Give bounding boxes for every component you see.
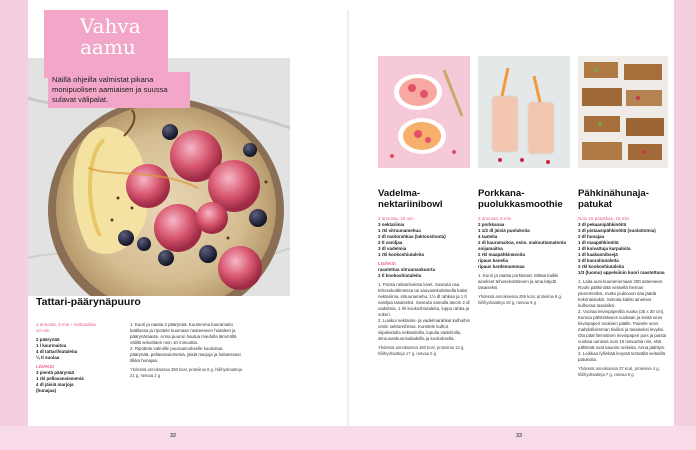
ingredient: 1 rkl pellavansiemeniä	[36, 376, 84, 381]
bars-photo	[578, 56, 668, 168]
ingredient: 3 dl kaurahiutaleita	[578, 258, 619, 263]
nutrition-info: Yhdessä annoksessa 390 kcal, proteiinia 6 g, hiilihydraatteja 21 g, rasvaa 2 g	[130, 367, 242, 378]
ingredient: 3 pientä päärynää	[36, 370, 75, 375]
title-line: patukat	[578, 199, 613, 210]
ingredient: 1 rkl sitruunamehua	[378, 228, 421, 233]
title-line: Vadelma-	[378, 188, 421, 199]
recipe-step: 3. Leikkaa fyllinkää levystä terävällä veitsellä patukoita.	[578, 351, 665, 362]
page-number-right: 33	[516, 433, 523, 439]
ingredient: raastettua sitruunankuorta	[378, 267, 436, 272]
section-title-line-2: aamu	[80, 35, 136, 59]
recipe-step: 1. Poista nektariineista kivet. Soseuta osa tehosekoittimessa tai sauvasekoittimella kaksi nektariinia, sitruunamehu, 1½ dl rahkaa ja 1 tl vaniljaa tasaiseksi. Soseuta samalla tavoin 2 dl vadelmia, 1 rkl kookoshiutaleita, loppu rahka ja sokeri.	[378, 282, 470, 317]
recipe-step: 1. Kuori ja raasta 2 päärynää. Kuumenna kauramaito kattilassa ja ripottele kuumaan nesteeseen hiutaleet ja päärynäraaste. Anna puuron hautua miedolla lämmöllä välillä sekoittaen noin 10 minuuttia.	[130, 322, 237, 345]
smoothie-photo	[478, 56, 570, 168]
recipe-step: 2. Lusikoi nektariini- ja vadelmarahkat kulhoihin omiin sektoreihinsa. Koristele kulhot viipaloidulla nektariinilla, loputla vadelmilla, sitruunankuorisuikaleilla ja kookoksella.	[378, 318, 471, 341]
ingredient: 2 tl kookoshiutaleita	[378, 273, 422, 278]
recipe-title-bars	[578, 188, 649, 210]
recipe-title-smoothie	[478, 188, 563, 210]
ingredient: 2 dl kauramaitoa, esim. maksuttamatonta soijamaitoa	[478, 240, 567, 251]
ingredient: 3 dl pekaanipähkinöitä	[578, 222, 627, 227]
ingredient: 4 dl tattarihiutaleita	[36, 349, 78, 354]
ingredient: (hunajaa)	[36, 388, 57, 393]
ingredient: 1/3 (luomu) appelsiinin kuori raastettuna	[578, 270, 665, 275]
recipe-step: 1. Laita uuni kuumenemaan 200 asteeseen. Rouhi pähkinöitä veitsellä hieman pienemmiksi, mutta jouklooon saa jäädä kokonaisiakin. Sekoita kaikki ainekset kulhossa tasaisiksi.	[578, 279, 664, 308]
section-title-block	[44, 10, 168, 78]
title-line: Pähkinähunaja-	[578, 188, 649, 199]
extras-label: LISÄKSI	[378, 261, 396, 266]
ingredient: 2 päärynää	[36, 337, 60, 342]
nut-bars-illustration	[578, 56, 668, 168]
page-number-left: 32	[170, 433, 177, 439]
recipe-step: 2. Ripottele valmiille puuroannokselle kuutioitua päärynää, pellavansiemeniä, jäisiä marjoja ja halutessasi tilkka hunajaa.	[130, 346, 241, 363]
ingredient: 2 dl hunajaa	[578, 234, 605, 239]
ingredient: 2 dl maitorahkaa (laktoositonta)	[378, 234, 446, 239]
bowl-illustration	[378, 56, 470, 168]
bowl-recipe-body	[378, 216, 470, 356]
ingredient: ripaus kardemummaa	[478, 264, 525, 269]
smoothie-illustration	[478, 56, 570, 168]
ingredient: 2 porkkanaa	[478, 222, 505, 227]
ingredient: 1 rkl kookoshiutaleita	[378, 252, 425, 257]
title-line: Porkkana-	[478, 188, 525, 199]
ingredient: 3 nektariinia	[378, 222, 405, 227]
title-line: puolukkasmoothie	[478, 199, 563, 210]
nutrition-info: Yhdessä annoksessa 259 kcal, proteiinia 8 g, hiilihydraatteja 18 g, rasvaa 9 g	[478, 294, 563, 305]
nutrition-info: Yhdessä annoksessa 180 kcal, proteiinia 13 g, hiilihydraatteja 17 g, rasvaa 5 g	[378, 345, 465, 356]
ingredient: 1 l kaurmaitoa	[36, 343, 67, 348]
recipe-meta: 2 annosta, 5 min	[478, 216, 512, 221]
ingredient: 2 tl vaniljaa	[378, 240, 403, 245]
recipe-meta: 4 annosta, 5 min + keittoaikaa 10 min	[36, 322, 96, 333]
ingredient: 2 rkl maapähkinävoita	[478, 252, 526, 257]
book-spine	[347, 10, 349, 426]
ingredient: 4 dl jäisiä marjoja	[36, 382, 74, 387]
ingredient: 1 dl kuivattuja karpaloita	[578, 246, 631, 251]
recipe-step: 1. Kuori ja raasta porkkanat. Mittaa kaikki ainekset tehosekoittimeen ja ama käydä tasaiseksi.	[478, 273, 559, 290]
ingredient: ¼ tl suolaa	[36, 355, 60, 360]
page-edge-left	[0, 0, 28, 450]
recipe-meta: Noin 16 patukkaa, 15 min	[578, 216, 630, 221]
ingredient: 1 1/2 dl jäisiä puolukoita	[478, 228, 530, 233]
ingredient: 1 dl kaakaonibsejä	[578, 252, 618, 257]
nutrition-info: Yhdessä annoksessa 37 kcal, proteiinia 4 g, hiilihydraatteja 7 g, rasvaa 9 g	[578, 366, 660, 377]
bars-recipe-body	[578, 216, 668, 377]
ingredient: 3 dl vadelmia	[378, 246, 407, 251]
ingredient: ripaus kanelia	[478, 258, 509, 263]
porridge-instructions	[130, 322, 242, 378]
ingredient: 4 taatelia	[478, 234, 498, 239]
ingredient: 3 dl pistaasipähkinöitä (suolattomia)	[578, 228, 656, 233]
page-edge-bottom	[0, 426, 696, 450]
recipe-title-bowl	[378, 188, 443, 210]
ingredient: 1 dl maapähkinöitä	[578, 240, 619, 245]
ingredient: 2 rkl kookoshiutaleita	[578, 264, 625, 269]
recipe-step: 2. Vuoraa leivinpaperilla vuoka (25 x 30 cm). Kumoa pähkinäseos vuokaan ja levitä seos leivinpaperi seoksen päälle. Painele seos mahdollisimman tiiviiksi ja tasaiseksi levyksi. Ota pääl limmäinen leivinpaperi pois ja paista vuokaa uunissa noin 10 minuuttia niin, että pähkinät ovat kauniin ruskeita. Anna jäähtyä.	[578, 309, 667, 350]
recipe-title-porridge: Tattari-päärynäpuuro	[36, 296, 141, 308]
extras-label: LISÄKSI	[36, 364, 54, 369]
bowl-photo	[378, 56, 470, 168]
title-line: nektariinibowl	[378, 199, 443, 210]
porridge-ingredients	[36, 322, 98, 394]
recipe-meta: 2 annosta, 15 min	[378, 216, 414, 221]
section-intro: Näillä ohjeilla valmistat pikana monipuolisen aamiaisen ja suussa sulavat välipalat.	[48, 72, 190, 108]
section-title-line-1: Vahva	[80, 14, 141, 38]
page-edge-right	[674, 0, 696, 450]
smoothie-recipe-body	[478, 216, 570, 305]
